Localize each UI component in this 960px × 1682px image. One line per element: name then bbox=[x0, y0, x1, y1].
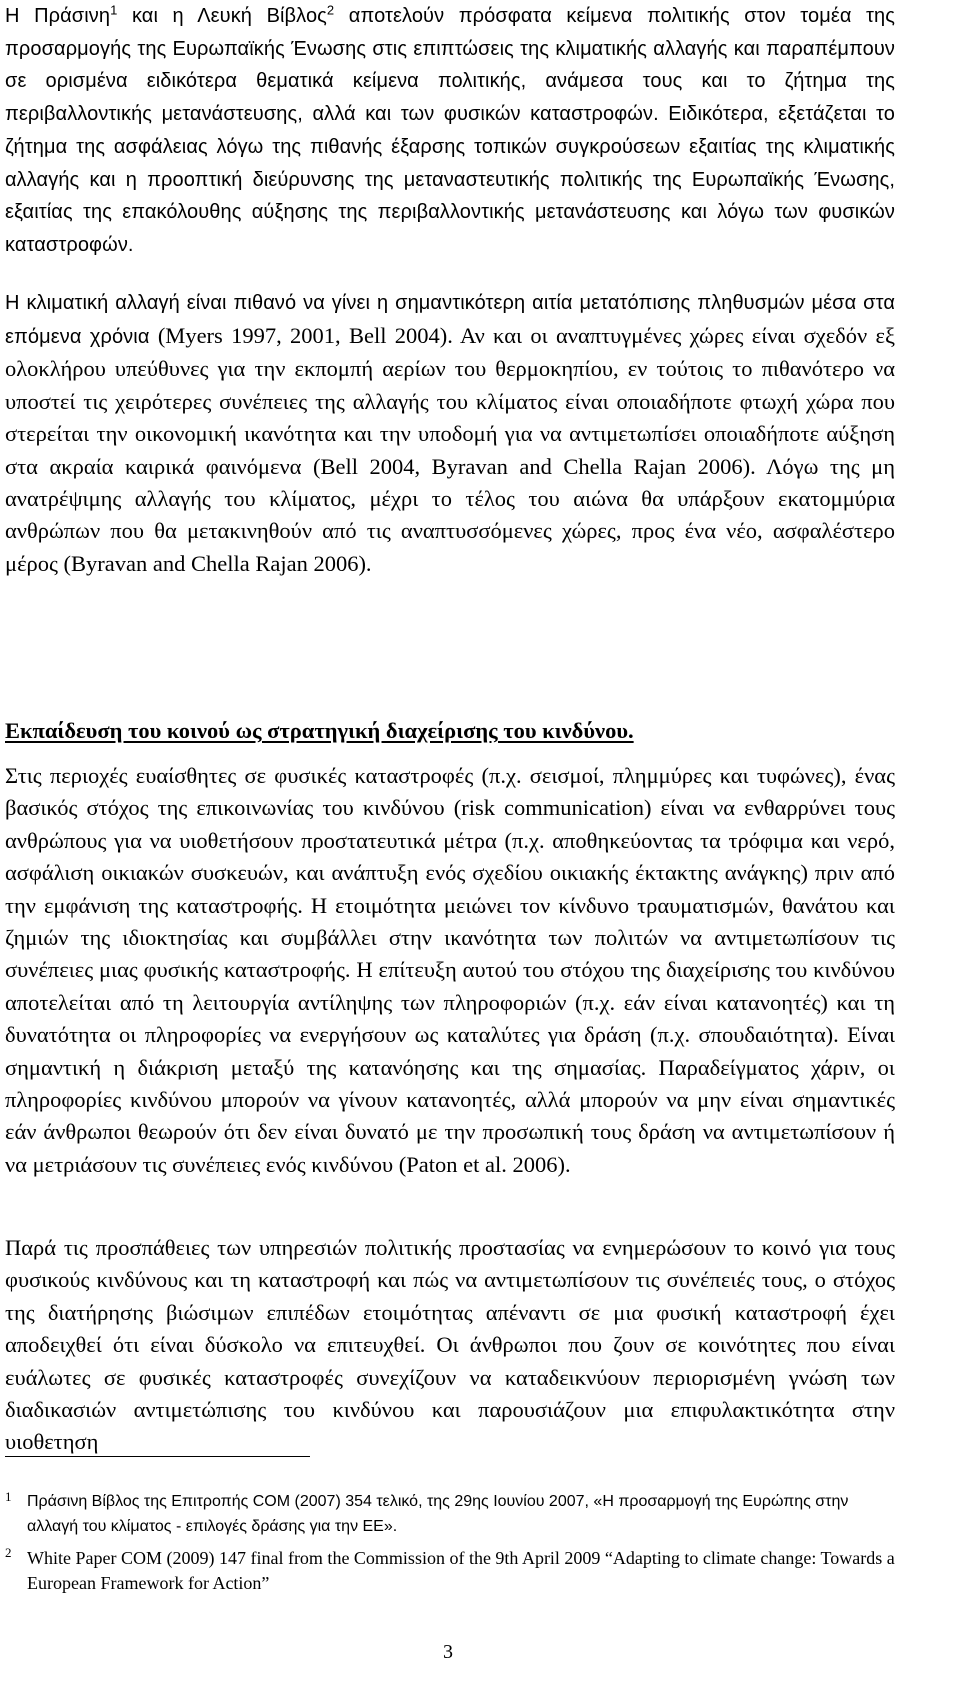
p2-serif-text: (Myers 1997, 2001, Bell 2004). Αν και οι αναπτυγμένες χώρες είναι σχεδόν εξ ολοκλήρου υπεύθυνες για την εκπομπή αερίων του θερμοκηπίου, εν τούτοις το πιθανότερο να υποστεί τις χειρότερες συνέπειες της αλλαγής του κλίματος είναι οποιαδήποτε φτωχή χώρα που στερείται την οικονομική ικανότητα και την υποδομή για να αντιμετωπίσει οποιαδήποτε αύξηση στα ακραία καιρικά φαινόμενα (Bell 2004, Byravan and Chella Rajan 2006). Λόγω της μη ανατρέψιμης αλλαγής του κλίματος, μέχρι το τέλος του αιώνα θα υπάρξουν εκατομμύρια ανθρώπων που θα μετακινηθούν από τις αναπτυσσόμενες χώρες, προς ένα νέο, ασφαλέστερο μέρος (Byravan and Chella Rajan 2006). bbox=[5, 322, 895, 576]
footnote-2: 2 White Paper COM (2009) 147 final from the Commission of the 9th April 2009 “Adapting to climate change: Towards a European Framework for Action” bbox=[5, 1546, 895, 1571]
footnote-ref-2[interactable]: 2 bbox=[326, 2, 335, 18]
page-number: 3 bbox=[443, 1641, 453, 1663]
paragraph-4: Παρά τις προσπάθειες των υπηρεσιών πολιτικής προστασίας να ενημερώσουν το κοινό για τους φυσικούς κινδύνους και τη καταστροφή και πώς να αντιμετωπίσουν τις συνέπειές τους, ο στόχος της διατήρησης βιώσιμων επιπέδων ετοιμότητας απέναντι σε μια φυσική καταστροφή έχει αποδειχθεί ότι είναι δύσκολο να επιτευχθεί. Οι άνθρωποι που ζουν σε κοινότητες που είναι ευάλωτες σε φυσικές καταστροφές συνεχίζουν να καταδεικνύουν περιορισμένη γνώση των διαδικασιών αντιμετώπισης του κινδύνου και παρουσιάζουν μια επιφυλακτικότητα στην υιοθετηση bbox=[5, 1235, 895, 1455]
p1-start: Η Πράσινη bbox=[5, 5, 111, 27]
footnote-ref-1[interactable]: 1 bbox=[110, 2, 118, 18]
footnote-1: 1 Πράσινη Βίβλος της Επιτροπής COM (2007) 354 τελικό, της 29ης Ιουνίου 2007, «Η προσαρμογή της Ευρώπης στην αλλαγή του κλίματος - επιλογές δράσης για την ΕΕ». bbox=[5, 1490, 895, 1515]
p1-rest: αποτελούν πρόσφατα κείμενα πολιτικής στον τομέα της προσαρμογής της Ευρωπαϊκής Ένωσης στις επιπτώσεις της κλιματικής αλλαγής και παραπέμπουν σε ορισμένα ειδικότερα θεματικά κείμενα πολιτικής, ανάμεσα τους και το ζήτημα της περιβαλλοντικής μετανάστευσης, αλλά και των φυσικών καταστροφών. Ειδικότερα, εξετάζεται το ζήτημα της ασφάλειας λόγω της πιθανής έξαρσης τοπικών συγκρούσεων εξαιτίας της κλιματικής αλλαγής και η προοπτική διεύρυνσης της μεταναστευτικής πολιτικής της Ευρωπαϊκής Ένωσης, εξαιτίας της επακόλουθης αύξησης της περιβαλλοντικής μετανάστευσης και λόγω των φυσικών καταστροφών. bbox=[5, 5, 895, 256]
section-heading: Εκπαίδευση του κοινού ως στρατηγική διαχείρισης του κινδύνου. bbox=[5, 718, 634, 743]
p1-mid: και η Λευκή Βίβλος bbox=[117, 5, 327, 27]
paragraph-1 bbox=[5, 0, 895, 262]
paragraph-2 bbox=[5, 286, 895, 580]
footnote-separator bbox=[5, 1456, 310, 1457]
p2-sans-text: Η κλιματική αλλαγή είναι πιθανό να γίνει η σημαντικότερη αιτία μετατόπισης πληθυσμών μέσα στα επόμενα χρόνια bbox=[5, 292, 895, 348]
paragraph-3: Στις περιοχές ευαίσθητες σε φυσικές καταστροφές (π.χ. σεισμοί, πλημμύρες και τυφώνες), ένας βασικός στόχος της επικοινωνίας του κινδύνου (risk communication) είναι να ενθαρρύνει τους ανθρώπους για να υιοθετήσουν προστατευτικά μέτρα (π.χ. αποθηκεύοντας τα τρόφιμα και νερό, ασφάλιση οικιακών συσκευών, και ανάπτυξη ενός σχεδίου οικιακής έκτακτης ανάγκης) πριν από την εμφάνιση της καταστροφής. Η ετοιμότητα μειώνει τον κίνδυνο τραυματισμών, θανάτου και ζημιών της ιδιοκτησίας και συμβάλλει στην ικανότητα των πολιτών να αντιμετωπίσουν τις συνέπειες μιας φυσικής καταστροφής. Η επίτευξη αυτού του στόχου της διαχείρισης του κινδύνου αποτελείται από τη λειτουργία αντίληψης των πληροφοριών (π.χ. εάν είναι κατανοητές) και τη δυνατότητα οι πληροφορίες να ενεργήσουν ως καταλύτες για δράση (π.χ. σπουδαιότητα). Είναι σημαντική η διάκριση μεταξύ της κατανόησης και της σημασίας. Παραδείγματος χάριν, οι πληροφορίες κινδύνου μπορούν να γίνουν κατανοητές, αλλά μπορούν να μην είναι σημαντικές εάν άνθρωποι θεωρούν ότι δεν είναι δυνατό με την προσωπική τους δράση να αντιμετωπίσουν ή να μετριάσουν τις συνέπειες ενός κινδύνου (Paton et al. 2006). bbox=[5, 763, 895, 1177]
footnote-1-text: Πράσινη Βίβλος της Επιτροπής COM (2007) 354 τελικό, της 29ης Ιουνίου 2007, «Η προσαρμογή της Ευρώπης στην αλλαγή του κλίματος - επιλογές δράσης για την ΕΕ». bbox=[27, 1493, 849, 1535]
footnote-2-text: White Paper COM (2009) 147 final from the Commission of the 9th April 2009 “Adapting to climate change: Towards a European Framework for Action” bbox=[27, 1548, 895, 1593]
